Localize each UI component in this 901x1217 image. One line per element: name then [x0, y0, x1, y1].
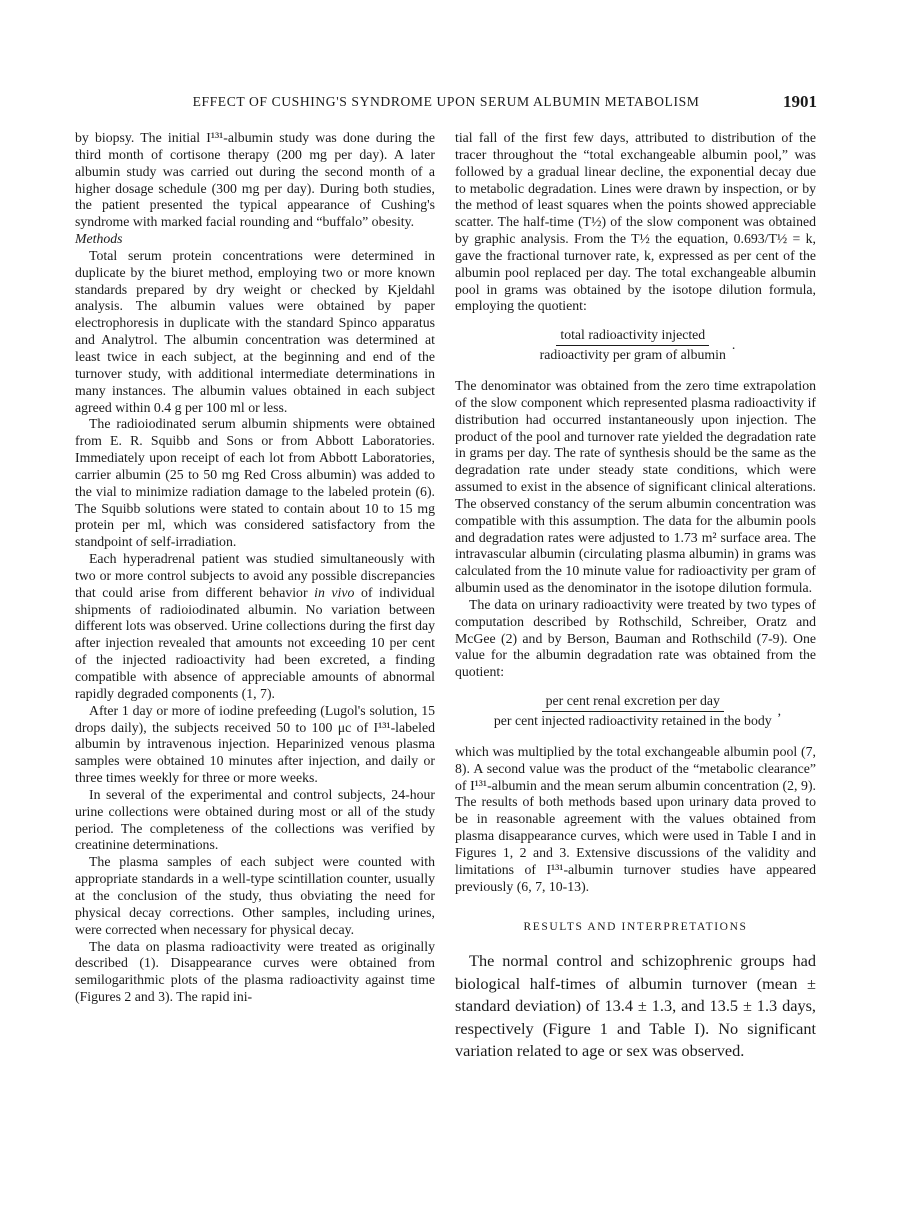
methods-heading: Methods	[75, 231, 123, 247]
left-column	[75, 130, 435, 1006]
equation-quotient-2	[455, 693, 816, 730]
paragraph: Total serum protein concentrations were determined in duplicate by the biuret method, employing two or more known standards prepared by dry weight or checked by Kjeldahl analysis. The albumin values were obtained by paper electrophoresis in duplicate with the standard Spinco apparatus and Analytrol. The albumin concentration was determined at least twice in each subject, at the beginning and end of the turnover study, with additional intermediate determinations in many instances. The albumin values obtained in each subject agreed within 0.4 g per 100 ml or less.	[75, 247, 435, 415]
paragraph: which was multiplied by the total exchangeable albumin pool (7, 8). A second value was the product of the “metabolic clearance” of I¹³¹-albumin and the mean serum albumin concentration (2, 9). The results of both methods based upon urinary data proved to be in reasonable agreement with the values obtained from plasma disappearance curves, which were used in Table I and in Figures 1, 2 and 3. Extensive discussions of the validity and limitations of I¹³¹-albumin turnover studies have appeared previously (6, 7, 10-13).	[455, 743, 816, 894]
paragraph: The normal control and schizophrenic groups had biological half-times of albumin turnover (mean ± standard deviation) of 13.4 ± 1.3, and 13.5 ± 1.3 days, respectively (Figure 1 and Table I). No significant variation related to age or sex was observed.	[455, 951, 816, 1060]
paragraph: by biopsy. The initial I¹³¹-albumin study was done during the third month of cortisone therapy (200 mg per day). A later albumin study was carried out during the second month of a higher dosage schedule (300 mg per day). During both studies, the patient presented the typical appearance of Cushing's syndrome with marked facial rounding and “buffalo” obesity.	[75, 130, 435, 230]
fraction-numerator: total radioactivity injected	[556, 327, 709, 346]
paragraph: The data on plasma radioactivity were treated as originally described (1). Disappearance curves were obtained from semilogarithmic plots of the plasma radioactivity against time (Figures 2 and 3). The rapid ini-	[75, 938, 435, 1005]
paragraph	[75, 551, 435, 703]
text-run: Each hyperadrenal patient was studied simultaneously with two or more control subjects to avoid any possible discrepancies that could arise from different behavior	[75, 551, 435, 600]
page-header	[75, 92, 817, 114]
fraction	[490, 693, 776, 730]
paragraph: The denominator was obtained from the zero time extrapolation of the slow component which represented plasma radioactivity if distribution had occurred instantaneously upon injection. The product of the pool and turnover rate yielded the degradation rate in grams per day. The rate of synthesis should be the same as the degradation rate under steady state conditions, which were assumed to exist in the absence of significant clinical alterations. The observed constancy of the serum albumin concentration was compatible with this assumption. The data for the albumin pools and degradation rates were adjusted to 1.73 m² surface area. The intravascular albumin (circulating plasma albumin) in grams was calculated from the 10 minute value for radioactivity per gram of albumin used as the denominator in the isotope dilution formula.	[455, 377, 816, 596]
paragraph: In several of the experimental and control subjects, 24-hour urine collections were obtained during most or all of the study period. The completeness of the collections was verified by creatinine determinations.	[75, 786, 435, 853]
fraction-punctuation: .	[731, 337, 736, 353]
fraction-denominator: radioactivity per gram of albumin	[539, 347, 726, 363]
equation-quotient-1	[455, 327, 816, 364]
results-heading: RESULTS AND INTERPRETATIONS	[523, 921, 748, 934]
fraction-punctuation: ,	[777, 703, 782, 719]
italic-term: in vivo	[314, 584, 355, 600]
paragraph: After 1 day or more of iodine prefeeding (Lugol's solution, 15 drops daily), the subjects received 50 to 100 μc of I¹³¹-labeled albumin by intravenous injection. Heparinized venous plasma samples were obtained 10 minutes after injection, and daily or three times weekly for three or more weeks.	[75, 702, 435, 786]
paragraph: tial fall of the first few days, attributed to distribution of the tracer throughout the “total exchangeable albumin pool,” was followed by a gradual linear decline, the exponential decay due to metabolic degradation. Lines were drawn by inspection, or by the method of least squares when the points showed appreciable scatter. The half-time (T½) of the slow component was obtained by graphic analysis. From the T½ the equation, 0.693/T½ = k, gave the fractional turnover rate, k, expressed as per cent of the albumin pool replaced per day. The total exchangeable albumin pool in grams was obtained by the isotope dilution formula, employing the quotient:	[455, 130, 816, 314]
right-column	[455, 130, 816, 1062]
running-title: EFFECT OF CUSHING'S SYNDROME UPON SERUM ALBUMIN METABOLISM	[192, 94, 700, 109]
text-run: of individual shipments of radioiodinated albumin. No variation between different lots was observed. Urine collections during the first day after injection revealed that amounts not exceeding 10 per cent of the injected radioactivity had been excreted, a finding compatible with absence of appreciable amounts of abnormal rapidly degraded components (1, 7).	[75, 584, 435, 701]
fraction-numerator: per cent renal excretion per day	[542, 693, 724, 712]
paragraph: The plasma samples of each subject were counted with appropriate standards in a well-type scintillation counter, usually at the conclusion of the study, thus obviating the need for physical decay corrections. Other samples, including urines, were corrected when necessary for physical decay.	[75, 854, 435, 937]
fraction	[536, 327, 730, 364]
paragraph: The radioiodinated serum albumin shipments were obtained from E. R. Squibb and Sons or from Abbott Laboratories. Immediately upon receipt of each lot from Abbott Laboratories, carrier albumin (25 to 50 mg Red Cross albumin) was added to the vial to minimize radiation damage to the labeled protein (6). The Squibb solutions were stated to contain about 10 to 15 mg protein per ml, which was considered satisfactory from the standpoint of self-irradiation.	[75, 416, 435, 550]
fraction-denominator: per cent injected radioactivity retained in the body	[493, 713, 772, 728]
paragraph: The data on urinary radioactivity were treated by two types of computation described by Rothschild, Schreiber, Oratz and McGee (2) and by Berson, Bauman and Rothschild (7-9). One value for the albumin degradation rate was obtained from the quotient:	[455, 596, 816, 680]
page-number: 1901	[783, 92, 817, 111]
